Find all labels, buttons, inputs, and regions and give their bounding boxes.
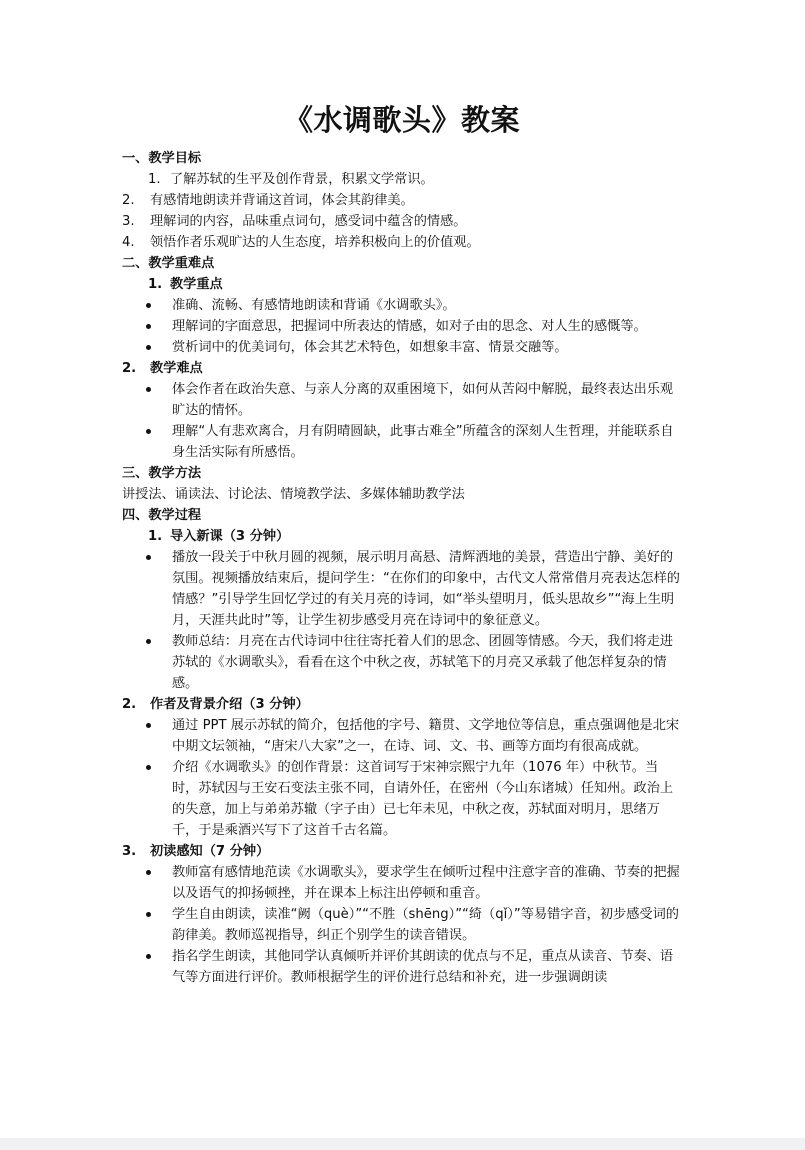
sub-label: 作者及背景介绍（3 分钟） xyxy=(150,697,309,712)
bullet-text: 介绍《水调歌头》的创作背景：这首词写于宋神宗熙宁九年（1076 年）中秋节。当时，苏轼因与王安石变法主张不同，自请外任，在密州（今山东诸城）任知州。政治上的失意，加上与弟弟苏辙（字子由）已七年未见，中秋之夜，苏轼面对明月，思绪万千，于是乘酒兴写下了这首千古名篇。 xyxy=(172,760,674,838)
sub-number: 1. xyxy=(148,529,163,544)
page-bottom-edge xyxy=(0,1138,805,1150)
bullet-dot-icon xyxy=(146,387,151,392)
bullet-text: 教师总结：月亮在古代诗词中往往寄托着人们的思念、团圆等情感。今天，我们将走进苏轼的《水调歌头》，看看在这个中秋之夜，苏轼笔下的月亮又承载了他怎样复杂的情感。 xyxy=(172,634,674,691)
bullet-dot-icon xyxy=(146,954,151,959)
list-number: 4. xyxy=(122,235,135,250)
bullet-text: 学生自由朗读，读准“阙（què）”“不胜（shēng）”“绮（qǐ）”等易错字音，初步感受词的韵律美。教师巡视指导，纠正个别学生的读音错误。 xyxy=(172,907,679,943)
bullet-text: 理解“人有悲欢离合，月有阴晴圆缺，此事古难全”所蕴含的深刻人生哲理，并能联系自身生活实际有所感悟。 xyxy=(172,424,674,460)
bullet-dot-icon xyxy=(146,303,151,308)
subheading-difficulty xyxy=(122,358,682,379)
bullet-item xyxy=(122,904,682,946)
bullet-text: 播放一段关于中秋月圆的视频，展示明月高悬、清辉洒地的美景，营造出宁静、美好的氛围。视频播放结束后，提问学生：“在你们的印象中，古代文人常常借月亮表达怎样的情感？”引导学生回忆学过的有关月亮的诗词，如“举头望明月，低头思故乡”“海上生明月，天涯共此时”等，让学生初步感受月亮在诗词中的象征意义。 xyxy=(172,550,680,628)
sub-number: 1. xyxy=(148,277,163,292)
sub-label: 初读感知（7 分钟） xyxy=(150,844,270,859)
sub-number: 2. xyxy=(122,697,137,712)
bullet-item xyxy=(122,421,682,463)
page-title: 《水调歌头》教案 xyxy=(283,103,520,137)
sub-number: 3. xyxy=(122,844,137,859)
list-number: 1. xyxy=(148,172,161,187)
list-item xyxy=(122,211,682,232)
subheading-focus xyxy=(122,274,682,295)
sub-label: 导入新课（3 分钟） xyxy=(170,529,290,544)
bullet-item xyxy=(122,715,682,757)
section-heading-process: 四、教学过程 xyxy=(122,508,202,523)
bullet-dot-icon xyxy=(146,870,151,875)
list-number: 2. xyxy=(122,193,135,208)
bullet-text: 体会作者在政治失意、与亲人分离的双重困境下，如何从苦闷中解脱，最终表达出乐观旷达的情怀。 xyxy=(172,382,674,418)
subheading-intro xyxy=(122,526,682,547)
bullet-item xyxy=(122,547,682,631)
bullet-dot-icon xyxy=(146,429,151,434)
list-text: 了解苏轼的生平及创作背景，积累文学常识。 xyxy=(170,172,434,187)
bullet-text: 准确、流畅、有感情地朗读和背诵《水调歌头》。 xyxy=(172,298,456,313)
bullet-item xyxy=(122,379,682,421)
sub-label: 教学重点 xyxy=(170,277,223,292)
methods-text: 讲授法、诵读法、讨论法、情境教学法、多媒体辅助教学法 xyxy=(122,487,465,502)
bullet-text: 指名学生朗读，其他同学认真倾听并评价其朗读的优点与不足，重点从读音、节奏、语气等方面进行评价。教师根据学生的评价进行总结和补充，进一步强调朗读 xyxy=(172,949,674,985)
bullet-item xyxy=(122,295,682,316)
section-heading-methods: 三、教学方法 xyxy=(122,466,202,481)
section-heading-key-points: 二、教学重难点 xyxy=(122,256,215,271)
list-text: 有感情地朗读并背诵这首词，体会其韵律美。 xyxy=(150,193,414,208)
list-text: 理解词的内容，品味重点词句，感受词中蕴含的情感。 xyxy=(150,214,467,229)
bullet-dot-icon xyxy=(146,765,151,770)
bullet-item xyxy=(122,337,682,358)
section-heading-objectives: 一、教学目标 xyxy=(122,151,202,166)
sub-label: 教学难点 xyxy=(150,361,203,376)
bullet-dot-icon xyxy=(146,639,151,644)
list-item xyxy=(122,169,682,190)
list-text: 领悟作者乐观旷达的人生态度，培养积极向上的价值观。 xyxy=(150,235,480,250)
bullet-item xyxy=(122,316,682,337)
list-item xyxy=(122,190,682,211)
bullet-dot-icon xyxy=(146,555,151,560)
list-number: 3. xyxy=(122,214,135,229)
sub-number: 2. xyxy=(122,361,137,376)
document-body xyxy=(122,100,682,988)
bullet-item xyxy=(122,757,682,841)
list-item xyxy=(122,232,682,253)
bullet-dot-icon xyxy=(146,723,151,728)
bullet-dot-icon xyxy=(146,324,151,329)
subheading-author-background xyxy=(122,694,682,715)
bullet-item xyxy=(122,946,682,988)
bullet-text: 教师富有感情地范读《水调歌头》，要求学生在倾听过程中注意字音的准确、节奏的把握以及语气的抑扬顿挫，并在课本上标注出停顿和重音。 xyxy=(172,865,680,901)
bullet-item xyxy=(122,862,682,904)
bullet-dot-icon xyxy=(146,912,151,917)
bullet-dot-icon xyxy=(146,345,151,350)
bullet-item xyxy=(122,631,682,694)
bullet-text: 通过 PPT 展示苏轼的简介，包括他的字号、籍贯、文学地位等信息，重点强调他是北宋中期文坛领袖，“唐宋八大家”之一，在诗、词、文、书、画等方面均有很高成就。 xyxy=(172,718,680,754)
bullet-text: 理解词的字面意思，把握词中所表达的情感，如对子由的思念、对人生的感慨等。 xyxy=(172,319,647,334)
bullet-text: 赏析词中的优美词句，体会其艺术特色，如想象丰富、情景交融等。 xyxy=(172,340,568,355)
subheading-first-reading xyxy=(122,841,682,862)
